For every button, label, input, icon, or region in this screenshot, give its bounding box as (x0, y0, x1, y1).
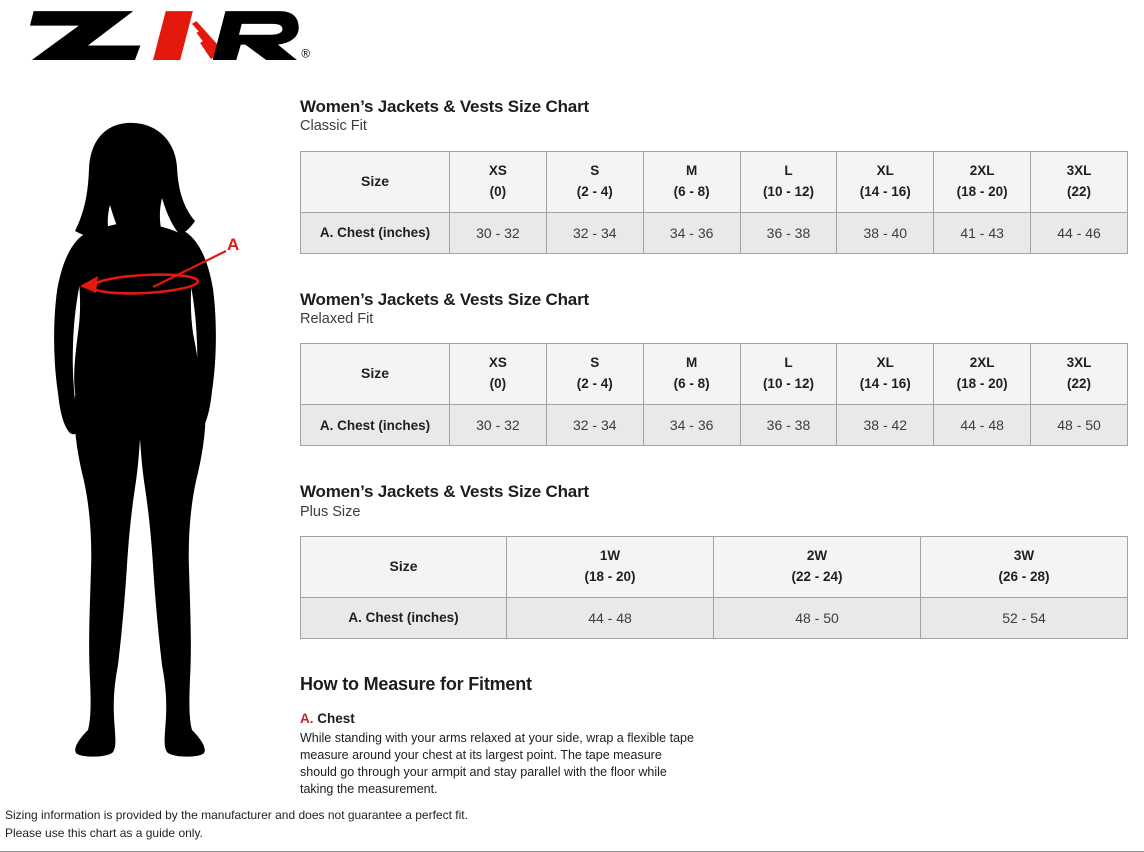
logo-letter-r (213, 11, 299, 60)
how-to-measure-item-chest (300, 711, 1128, 798)
size-header-cell (450, 344, 547, 405)
size-name: XL (876, 355, 894, 371)
size-name: M (685, 355, 698, 371)
logo-letter-z (30, 11, 140, 60)
z1r-logo (30, 8, 315, 65)
size-chart-section-plus-size (300, 481, 1128, 639)
size-header-cell (740, 344, 837, 405)
size-range: (6 - 8) (673, 376, 710, 392)
size-range: (18 - 20) (584, 568, 636, 584)
how-to-measure-section (300, 674, 1128, 798)
measurement-value-cell: 48 - 50 (1031, 405, 1128, 446)
measurement-value-cell: 32 - 34 (546, 212, 643, 253)
size-header-cell (1031, 151, 1128, 212)
measurement-value-cell: 36 - 38 (740, 405, 837, 446)
size-name: 1W (599, 548, 621, 563)
size-header-cell (740, 151, 837, 212)
size-name: S (590, 355, 600, 371)
size-name: 3W (1013, 548, 1035, 563)
size-header-cell (934, 344, 1031, 405)
size-range: (2 - 4) (576, 376, 613, 392)
measurement-value-cell: 34 - 36 (643, 405, 740, 446)
measurement-point-label: A (227, 235, 240, 254)
silhouette-icon (54, 123, 216, 757)
measurement-description: While standing with your arms relaxed at your side, wrap a flexible tape measure around your chest at its largest point. The tape measure should go through your armpit and stay parallel with the floor while taking the measurement. (300, 730, 694, 796)
size-range: (26 - 28) (998, 568, 1050, 584)
woman-silhouette-figure (30, 118, 290, 770)
measurement-value-cell: 36 - 38 (740, 212, 837, 253)
size-table-relaxed-fit (300, 343, 1128, 446)
size-range: (22 - 24) (791, 568, 843, 584)
measurement-row-label: A. Chest (inches) (301, 212, 450, 253)
size-name: 2XL (969, 355, 995, 371)
size-range: (0) (489, 183, 507, 199)
size-range: (22) (1067, 183, 1092, 199)
size-header-cell (546, 344, 643, 405)
size-range: (0) (489, 376, 507, 392)
size-name: 3XL (1066, 162, 1092, 178)
size-range: (18 - 20) (956, 376, 1008, 392)
size-header-cell (837, 151, 934, 212)
measurement-value-cell: 30 - 32 (450, 405, 547, 446)
registered-trademark-icon: ® (301, 47, 311, 61)
logo-numeral-1 (153, 11, 220, 60)
size-header-cell (507, 536, 714, 597)
measurement-value-cell: 38 - 40 (837, 212, 934, 253)
measurement-value-cell: 38 - 42 (837, 405, 934, 446)
measurement-value-cell: 34 - 36 (643, 212, 740, 253)
size-table-classic-fit (300, 151, 1128, 254)
disclaimer (5, 806, 468, 842)
size-header-cell (450, 151, 547, 212)
size-table-plus-size (300, 536, 1128, 639)
disclaimer-line-2: Please use this chart as a guide only. (5, 826, 203, 840)
size-name: XS (488, 355, 507, 371)
size-name: 2W (806, 548, 828, 563)
measurement-item-heading (300, 711, 1128, 726)
size-header-cell (837, 344, 934, 405)
measurement-value-cell: 44 - 46 (1031, 212, 1128, 253)
size-column-header: Size (301, 151, 450, 212)
size-header-cell (714, 536, 921, 597)
size-chart-section-relaxed-fit (300, 289, 1128, 447)
size-name: L (784, 162, 793, 178)
measurement-row-label: A. Chest (inches) (301, 405, 450, 446)
size-header-cell (546, 151, 643, 212)
section-subtitle: Classic Fit (300, 118, 367, 135)
measurement-value-cell: 44 - 48 (934, 405, 1031, 446)
size-range: (18 - 20) (956, 183, 1008, 199)
size-name: L (784, 355, 793, 371)
section-subtitle: Plus Size (300, 503, 361, 520)
section-title: Women’s Jackets & Vests Size Chart (300, 289, 589, 309)
size-chart-section-classic-fit (300, 96, 1128, 254)
size-range: (6 - 8) (673, 183, 710, 199)
measurement-value-cell: 30 - 32 (450, 212, 547, 253)
measurement-value-cell: 41 - 43 (934, 212, 1031, 253)
how-to-measure-title: How to Measure for Fitment (300, 673, 532, 694)
section-title: Women’s Jackets & Vests Size Chart (300, 97, 589, 116)
measurement-value-cell: 32 - 34 (546, 405, 643, 446)
measurement-name: Chest (317, 710, 355, 726)
section-title: Women’s Jackets & Vests Size Chart (300, 482, 589, 502)
size-range: (14 - 16) (859, 183, 911, 199)
size-name: M (685, 162, 698, 178)
size-header-cell (643, 151, 740, 212)
measurement-value-cell: 44 - 48 (507, 597, 714, 638)
measurement-letter: A. (300, 710, 314, 726)
size-name: 2XL (969, 162, 995, 178)
size-header-cell (1031, 344, 1128, 405)
measurement-value-cell: 52 - 54 (921, 597, 1128, 638)
size-range: (10 - 12) (762, 183, 814, 199)
size-range: (22) (1067, 376, 1092, 392)
size-header-cell (643, 344, 740, 405)
size-name: XS (488, 162, 507, 178)
measurement-value-cell: 48 - 50 (714, 597, 921, 638)
size-range: (14 - 16) (859, 376, 911, 392)
size-column-header: Size (301, 536, 507, 597)
size-header-cell (934, 151, 1031, 212)
size-name: S (590, 162, 600, 178)
disclaimer-line-1: Sizing information is provided by the manufacturer and does not guarantee a perfect fit. (5, 808, 468, 822)
measurement-row-label: A. Chest (inches) (301, 597, 507, 638)
size-range: (10 - 12) (762, 376, 814, 392)
size-range: (2 - 4) (576, 183, 613, 199)
size-name: 3XL (1066, 355, 1092, 371)
content-column (300, 96, 1128, 798)
size-column-header: Size (301, 344, 450, 405)
section-subtitle: Relaxed Fit (300, 310, 374, 327)
size-header-cell (921, 536, 1128, 597)
size-name: XL (876, 162, 894, 178)
